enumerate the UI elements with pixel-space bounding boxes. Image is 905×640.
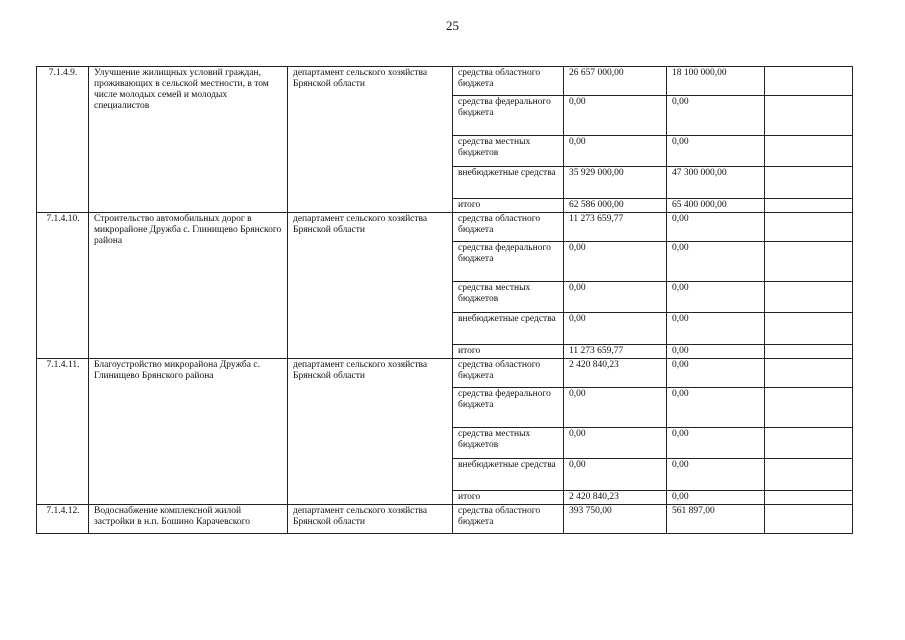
- amount-col1: 0,00: [564, 136, 667, 167]
- empty-cell: [765, 136, 853, 167]
- amount-col2: 0,00: [667, 96, 765, 136]
- item-name: Водоснабжение комплексной жилой застройки в н.п. Бошино Карачевского: [89, 505, 288, 534]
- amount-col1: 0,00: [564, 459, 667, 491]
- item-name: Строительство автомобильных дорог в микрорайоне Дружба с. Глинищево Брянского района: [89, 213, 288, 359]
- amount-col2: 0,00: [667, 359, 765, 388]
- amount-col1: 35 929 000,00: [564, 167, 667, 199]
- funding-source: итого: [453, 199, 564, 213]
- amount-col1: 0,00: [564, 282, 667, 313]
- empty-cell: [765, 345, 853, 359]
- table-row: [37, 505, 853, 534]
- amount-col1: 62 586 000,00: [564, 199, 667, 213]
- empty-cell: [765, 96, 853, 136]
- amount-col1: 11 273 659,77: [564, 345, 667, 359]
- empty-cell: [765, 167, 853, 199]
- item-name: Улучшение жилищных условий граждан, проживающих в сельской местности, в том числе молодых семей и молодых специалистов: [89, 67, 288, 213]
- amount-col1: 0,00: [564, 313, 667, 345]
- funding-source: внебюджетные средства: [453, 313, 564, 345]
- empty-cell: [765, 491, 853, 505]
- funding-source: средства областного бюджета: [453, 67, 564, 96]
- funding-source: средства областного бюджета: [453, 213, 564, 242]
- funding-source: внебюджетные средства: [453, 167, 564, 199]
- amount-col1: 0,00: [564, 428, 667, 459]
- item-code: 7.1.4.11.: [37, 359, 89, 505]
- funding-source: внебюджетные средства: [453, 459, 564, 491]
- empty-cell: [765, 199, 853, 213]
- item-executor: департамент сельского хозяйства Брянской области: [288, 505, 453, 534]
- empty-cell: [765, 505, 853, 534]
- empty-cell: [765, 459, 853, 491]
- empty-cell: [765, 213, 853, 242]
- funding-source: итого: [453, 491, 564, 505]
- empty-cell: [765, 359, 853, 388]
- amount-col2: 0,00: [667, 213, 765, 242]
- item-code: 7.1.4.12.: [37, 505, 89, 534]
- amount-col1: 2 420 840,23: [564, 491, 667, 505]
- funding-source: средства областного бюджета: [453, 359, 564, 388]
- item-executor: департамент сельского хозяйства Брянской области: [288, 67, 453, 213]
- amount-col2: 0,00: [667, 388, 765, 428]
- table-row: [37, 359, 853, 388]
- funding-source: средства местных бюджетов: [453, 428, 564, 459]
- item-code: 7.1.4.10.: [37, 213, 89, 359]
- amount-col2: 561 897,00: [667, 505, 765, 534]
- amount-col2: 0,00: [667, 313, 765, 345]
- budget-table: [36, 66, 853, 534]
- item-code: 7.1.4.9.: [37, 67, 89, 213]
- item-executor: департамент сельского хозяйства Брянской области: [288, 359, 453, 505]
- amount-col2: 0,00: [667, 459, 765, 491]
- amount-col1: 0,00: [564, 388, 667, 428]
- empty-cell: [765, 67, 853, 96]
- amount-col1: 11 273 659,77: [564, 213, 667, 242]
- funding-source: средства местных бюджетов: [453, 136, 564, 167]
- amount-col1: 0,00: [564, 242, 667, 282]
- amount-col1: 0,00: [564, 96, 667, 136]
- funding-source: средства местных бюджетов: [453, 282, 564, 313]
- amount-col2: 0,00: [667, 242, 765, 282]
- amount-col1: 26 657 000,00: [564, 67, 667, 96]
- amount-col2: 0,00: [667, 136, 765, 167]
- item-executor: департамент сельского хозяйства Брянской области: [288, 213, 453, 359]
- funding-source: средства федерального бюджета: [453, 388, 564, 428]
- amount-col2: 18 100 000,00: [667, 67, 765, 96]
- amount-col1: 393 750,00: [564, 505, 667, 534]
- amount-col2: 47 300 000,00: [667, 167, 765, 199]
- funding-source: средства федерального бюджета: [453, 96, 564, 136]
- empty-cell: [765, 428, 853, 459]
- amount-col2: 0,00: [667, 282, 765, 313]
- amount-col2: 0,00: [667, 491, 765, 505]
- funding-source: итого: [453, 345, 564, 359]
- item-name: Благоустройство микрорайона Дружба с. Глинищево Брянского района: [89, 359, 288, 505]
- empty-cell: [765, 282, 853, 313]
- amount-col2: 65 400 000,00: [667, 199, 765, 213]
- funding-source: средства федерального бюджета: [453, 242, 564, 282]
- amount-col2: 0,00: [667, 345, 765, 359]
- table-row: [37, 67, 853, 96]
- amount-col2: 0,00: [667, 428, 765, 459]
- table-body: [37, 67, 853, 534]
- page-number: 25: [446, 18, 459, 33]
- amount-col1: 2 420 840,23: [564, 359, 667, 388]
- funding-source: средства областного бюджета: [453, 505, 564, 534]
- empty-cell: [765, 388, 853, 428]
- empty-cell: [765, 242, 853, 282]
- empty-cell: [765, 313, 853, 345]
- table-row: [37, 213, 853, 242]
